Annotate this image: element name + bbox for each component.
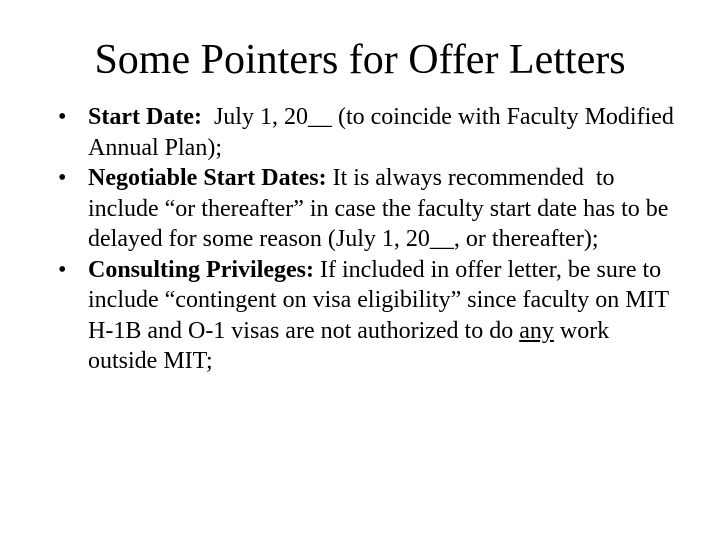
bullet-negotiable-start-dates: [56, 163, 676, 255]
bullet-term-negotiable-start-dates: Negotiable Start Dates:: [88, 165, 327, 191]
slide-title: Some Pointers for Offer Letters: [94, 37, 626, 83]
underlined-emphasis: any: [519, 317, 554, 344]
bullet-list: [56, 102, 679, 377]
bullet-marker: •: [58, 165, 67, 191]
bullet-term-consulting-privileges: Consulting Privileges:: [88, 256, 314, 283]
bullet-text-consulting-privileges-end: work outside MIT;: [88, 317, 610, 374]
bullet-term-start-date: Start Date:: [88, 104, 202, 130]
bullet-marker: •: [58, 104, 67, 130]
bullet-text-consulting-privileges: If included in offer letter, be sure to include “contingent on visa eligibility” since faculty on MIT H-1B and O-1 visas are not authorized to do: [88, 256, 669, 344]
bullet-start-date: [56, 102, 679, 163]
bullet-text-start-date: July 1, 20__ (to coincide with Faculty Modified Annual Plan);: [88, 104, 679, 161]
bullet-marker: •: [58, 256, 67, 283]
bullet-consulting-privileges: [56, 255, 676, 377]
bullet-text-negotiable-start-dates: It is always recommended to include “or thereafter” in case the faculty start date has to be delayed for some reason (July 1, 20__, or thereafter);: [88, 165, 675, 252]
